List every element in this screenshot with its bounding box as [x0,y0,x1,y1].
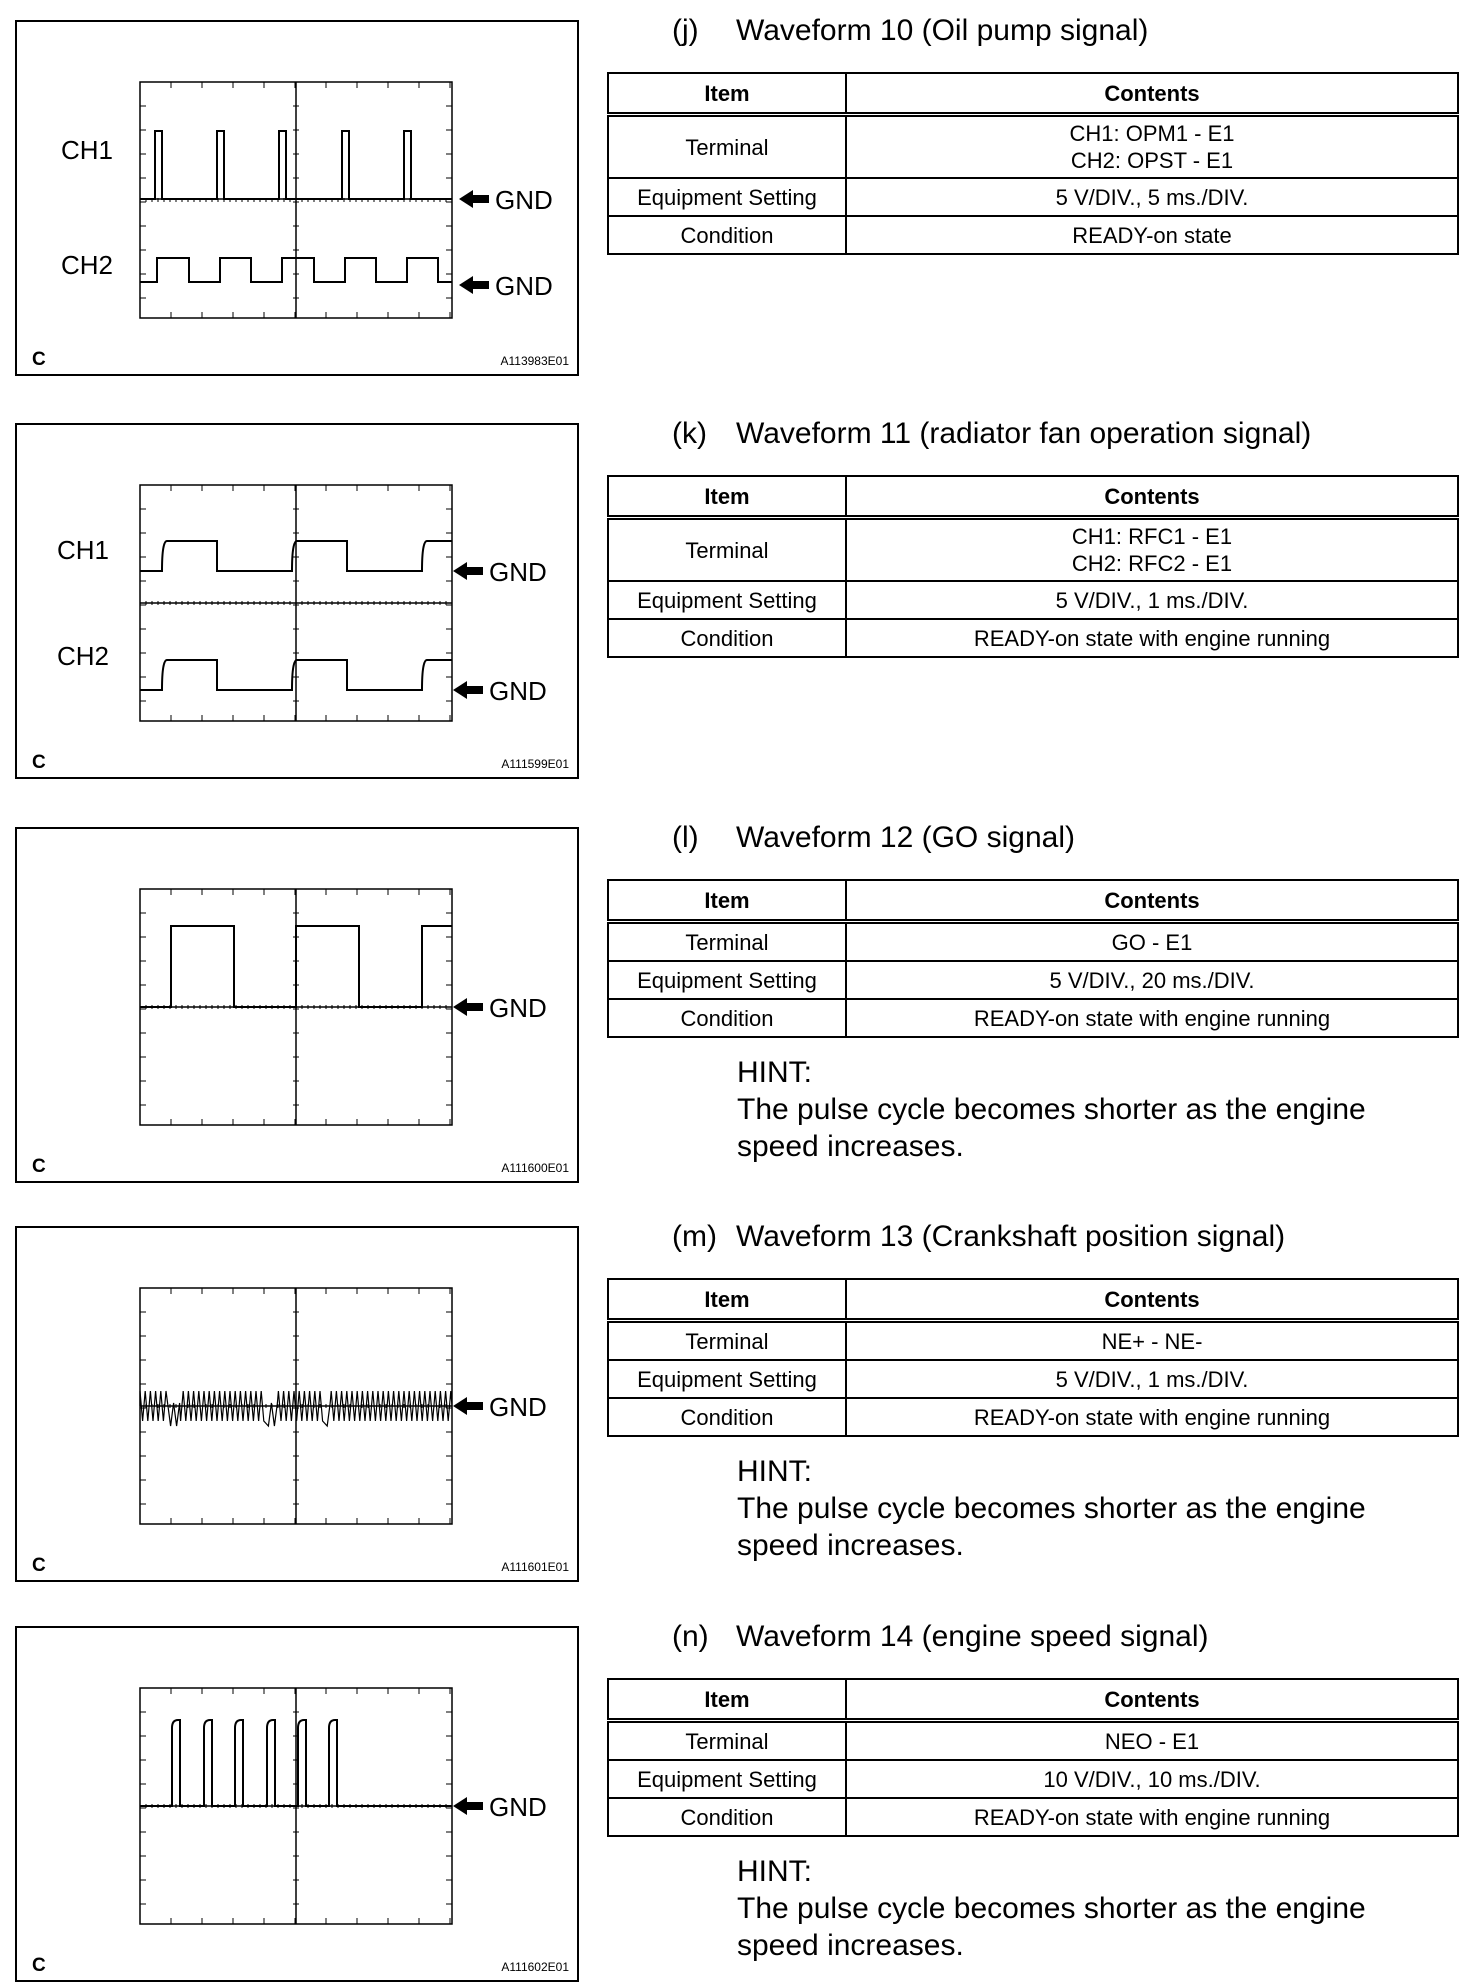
corner-label: C [32,1555,46,1576]
spec-table [607,475,1459,658]
waveform-14-graph [17,1628,581,1984]
table-header-row [608,1279,1458,1321]
channel-label-ch2: CH2 [57,641,110,671]
row-label-terminal: Terminal [608,1721,846,1761]
table-row-terminal [608,518,1458,582]
hint-title: HINT: [737,1056,812,1089]
section-heading [672,1220,1285,1254]
terminal-value: GO - E1 [846,922,1458,962]
spec-table [607,879,1459,1038]
table-row-condition [608,216,1458,254]
gnd-label-ch1: GND [495,185,553,215]
row-label-condition: Condition [608,999,846,1037]
table-row-terminal [608,1321,1458,1361]
gnd-label: GND [489,1792,547,1822]
setting-value: 5 V/DIV., 1 ms./DIV. [846,1360,1458,1398]
condition-value: READY-on state with engine running [846,1798,1458,1836]
row-label-condition: Condition [608,1398,846,1436]
section-heading [672,417,1311,451]
header-item: Item [608,1679,846,1721]
arrow-left-icon [459,276,489,294]
arrow-left-icon [459,190,489,208]
table-row-setting [608,1360,1458,1398]
channel-label-ch2: CH2 [61,250,114,280]
hint-title: HINT: [737,1855,812,1888]
terminal-value: NEO - E1 [846,1721,1458,1761]
figure-id: A111599E01 [501,757,569,771]
oscilloscope-figure [15,1626,579,1982]
section-title: Waveform 10 (Oil pump signal) [736,14,1149,47]
table-row-condition [608,1798,1458,1836]
figure-id: A111601E01 [501,1560,569,1574]
section-letter: (l) [672,821,699,854]
condition-value: READY-on state with engine running [846,1398,1458,1436]
hint-note [737,1054,1366,1165]
header-item: Item [608,1279,846,1321]
arrow-left-icon [453,562,483,580]
row-label-terminal: Terminal [608,922,846,962]
waveform-signal [140,926,452,1007]
table-row-condition [608,999,1458,1037]
section-letter: (n) [672,1620,709,1653]
oscilloscope-figure [15,423,579,779]
corner-label: C [32,1955,46,1976]
corner-label: C [32,752,46,773]
spec-table [607,1678,1459,1837]
oscilloscope-figure [15,20,579,376]
row-label-equipment: Equipment Setting [608,1760,846,1798]
gnd-label-ch1: GND [489,557,547,587]
corner-label: C [32,349,46,370]
figure-id: A113983E01 [500,354,569,368]
spec-table [607,1278,1459,1437]
terminal-line-1: CH1: RFC1 - E1 [1071,524,1233,549]
hint-line-1: The pulse cycle becomes shorter as the engine [737,1892,1366,1925]
section-heading [672,821,1075,855]
row-label-condition: Condition [608,216,846,254]
header-contents: Contents [846,476,1458,518]
channel-label-ch1: CH1 [61,135,114,165]
hint-line-2: speed increases. [737,1130,964,1163]
hint-note [737,1453,1366,1564]
header-item: Item [608,880,846,922]
table-row-terminal [608,115,1458,179]
hint-line-1: The pulse cycle becomes shorter as the engine [737,1093,1366,1126]
row-label-terminal: Terminal [608,518,846,582]
table-row-condition [608,619,1458,657]
hint-note [737,1853,1366,1964]
setting-value: 5 V/DIV., 1 ms./DIV. [846,581,1458,619]
section-letter: (j) [672,14,699,47]
arrow-left-icon [453,1797,483,1815]
gnd-label: GND [489,993,547,1023]
terminal-value [846,115,1458,179]
setting-value: 10 V/DIV., 10 ms./DIV. [846,1760,1458,1798]
header-contents: Contents [846,880,1458,922]
table-row-terminal [608,922,1458,962]
terminal-value: NE+ - NE- [846,1321,1458,1361]
oscilloscope-figure [15,1226,579,1582]
table-row-setting [608,1760,1458,1798]
hint-line-1: The pulse cycle becomes shorter as the engine [737,1492,1366,1525]
row-label-terminal: Terminal [608,115,846,179]
figure-id: A111600E01 [501,1161,569,1175]
condition-value: READY-on state [846,216,1458,254]
header-contents: Contents [846,1279,1458,1321]
terminal-value [846,518,1458,582]
hint-line-2: speed increases. [737,1529,964,1562]
channel-label-ch1: CH1 [57,535,110,565]
row-label-condition: Condition [608,1798,846,1836]
section-letter: (k) [672,417,707,450]
section-heading [672,14,1148,48]
section-heading [672,1620,1208,1654]
header-contents: Contents [846,73,1458,115]
terminal-line-2: CH2: RFC2 - E1 [1071,551,1233,576]
header-item: Item [608,73,846,115]
arrow-left-icon [453,998,483,1016]
hint-title: HINT: [737,1455,812,1488]
gnd-label-ch2: GND [489,676,547,706]
figure-id: A111602E01 [501,1960,569,1974]
table-row-setting [608,581,1458,619]
section-title: Waveform 13 (Crankshaft position signal) [736,1220,1286,1253]
arrow-left-icon [453,1397,483,1415]
row-label-equipment: Equipment Setting [608,961,846,999]
corner-label: C [32,1156,46,1177]
table-row-setting [608,961,1458,999]
table-header-row [608,73,1458,115]
oscilloscope-figure [15,827,579,1183]
table-row-terminal [608,1721,1458,1761]
header-item: Item [608,476,846,518]
row-label-equipment: Equipment Setting [608,178,846,216]
waveform-13-graph [17,1228,581,1584]
table-row-setting [608,178,1458,216]
gnd-label: GND [489,1392,547,1422]
table-header-row [608,880,1458,922]
setting-value: 5 V/DIV., 5 ms./DIV. [846,178,1458,216]
waveform-10-graph [17,22,581,378]
row-label-condition: Condition [608,619,846,657]
section-letter: (m) [672,1220,717,1253]
table-row-condition [608,1398,1458,1436]
terminal-line-1: CH1: OPM1 - E1 [1069,121,1235,146]
table-header-row [608,1679,1458,1721]
section-title: Waveform 11 (radiator fan operation signal) [736,417,1312,450]
condition-value: READY-on state with engine running [846,999,1458,1037]
table-header-row [608,476,1458,518]
waveform-11-graph [17,425,581,781]
section-title: Waveform 14 (engine speed signal) [736,1620,1209,1653]
header-contents: Contents [846,1679,1458,1721]
row-label-terminal: Terminal [608,1321,846,1361]
arrow-left-icon [453,681,483,699]
spec-table [607,72,1459,255]
condition-value: READY-on state with engine running [846,619,1458,657]
section-title: Waveform 12 (GO signal) [736,821,1075,854]
waveform-12-graph [17,829,581,1185]
row-label-equipment: Equipment Setting [608,581,846,619]
hint-line-2: speed increases. [737,1929,964,1962]
terminal-line-2: CH2: OPST - E1 [1070,148,1234,173]
setting-value: 5 V/DIV., 20 ms./DIV. [846,961,1458,999]
gnd-label-ch2: GND [495,271,553,301]
row-label-equipment: Equipment Setting [608,1360,846,1398]
